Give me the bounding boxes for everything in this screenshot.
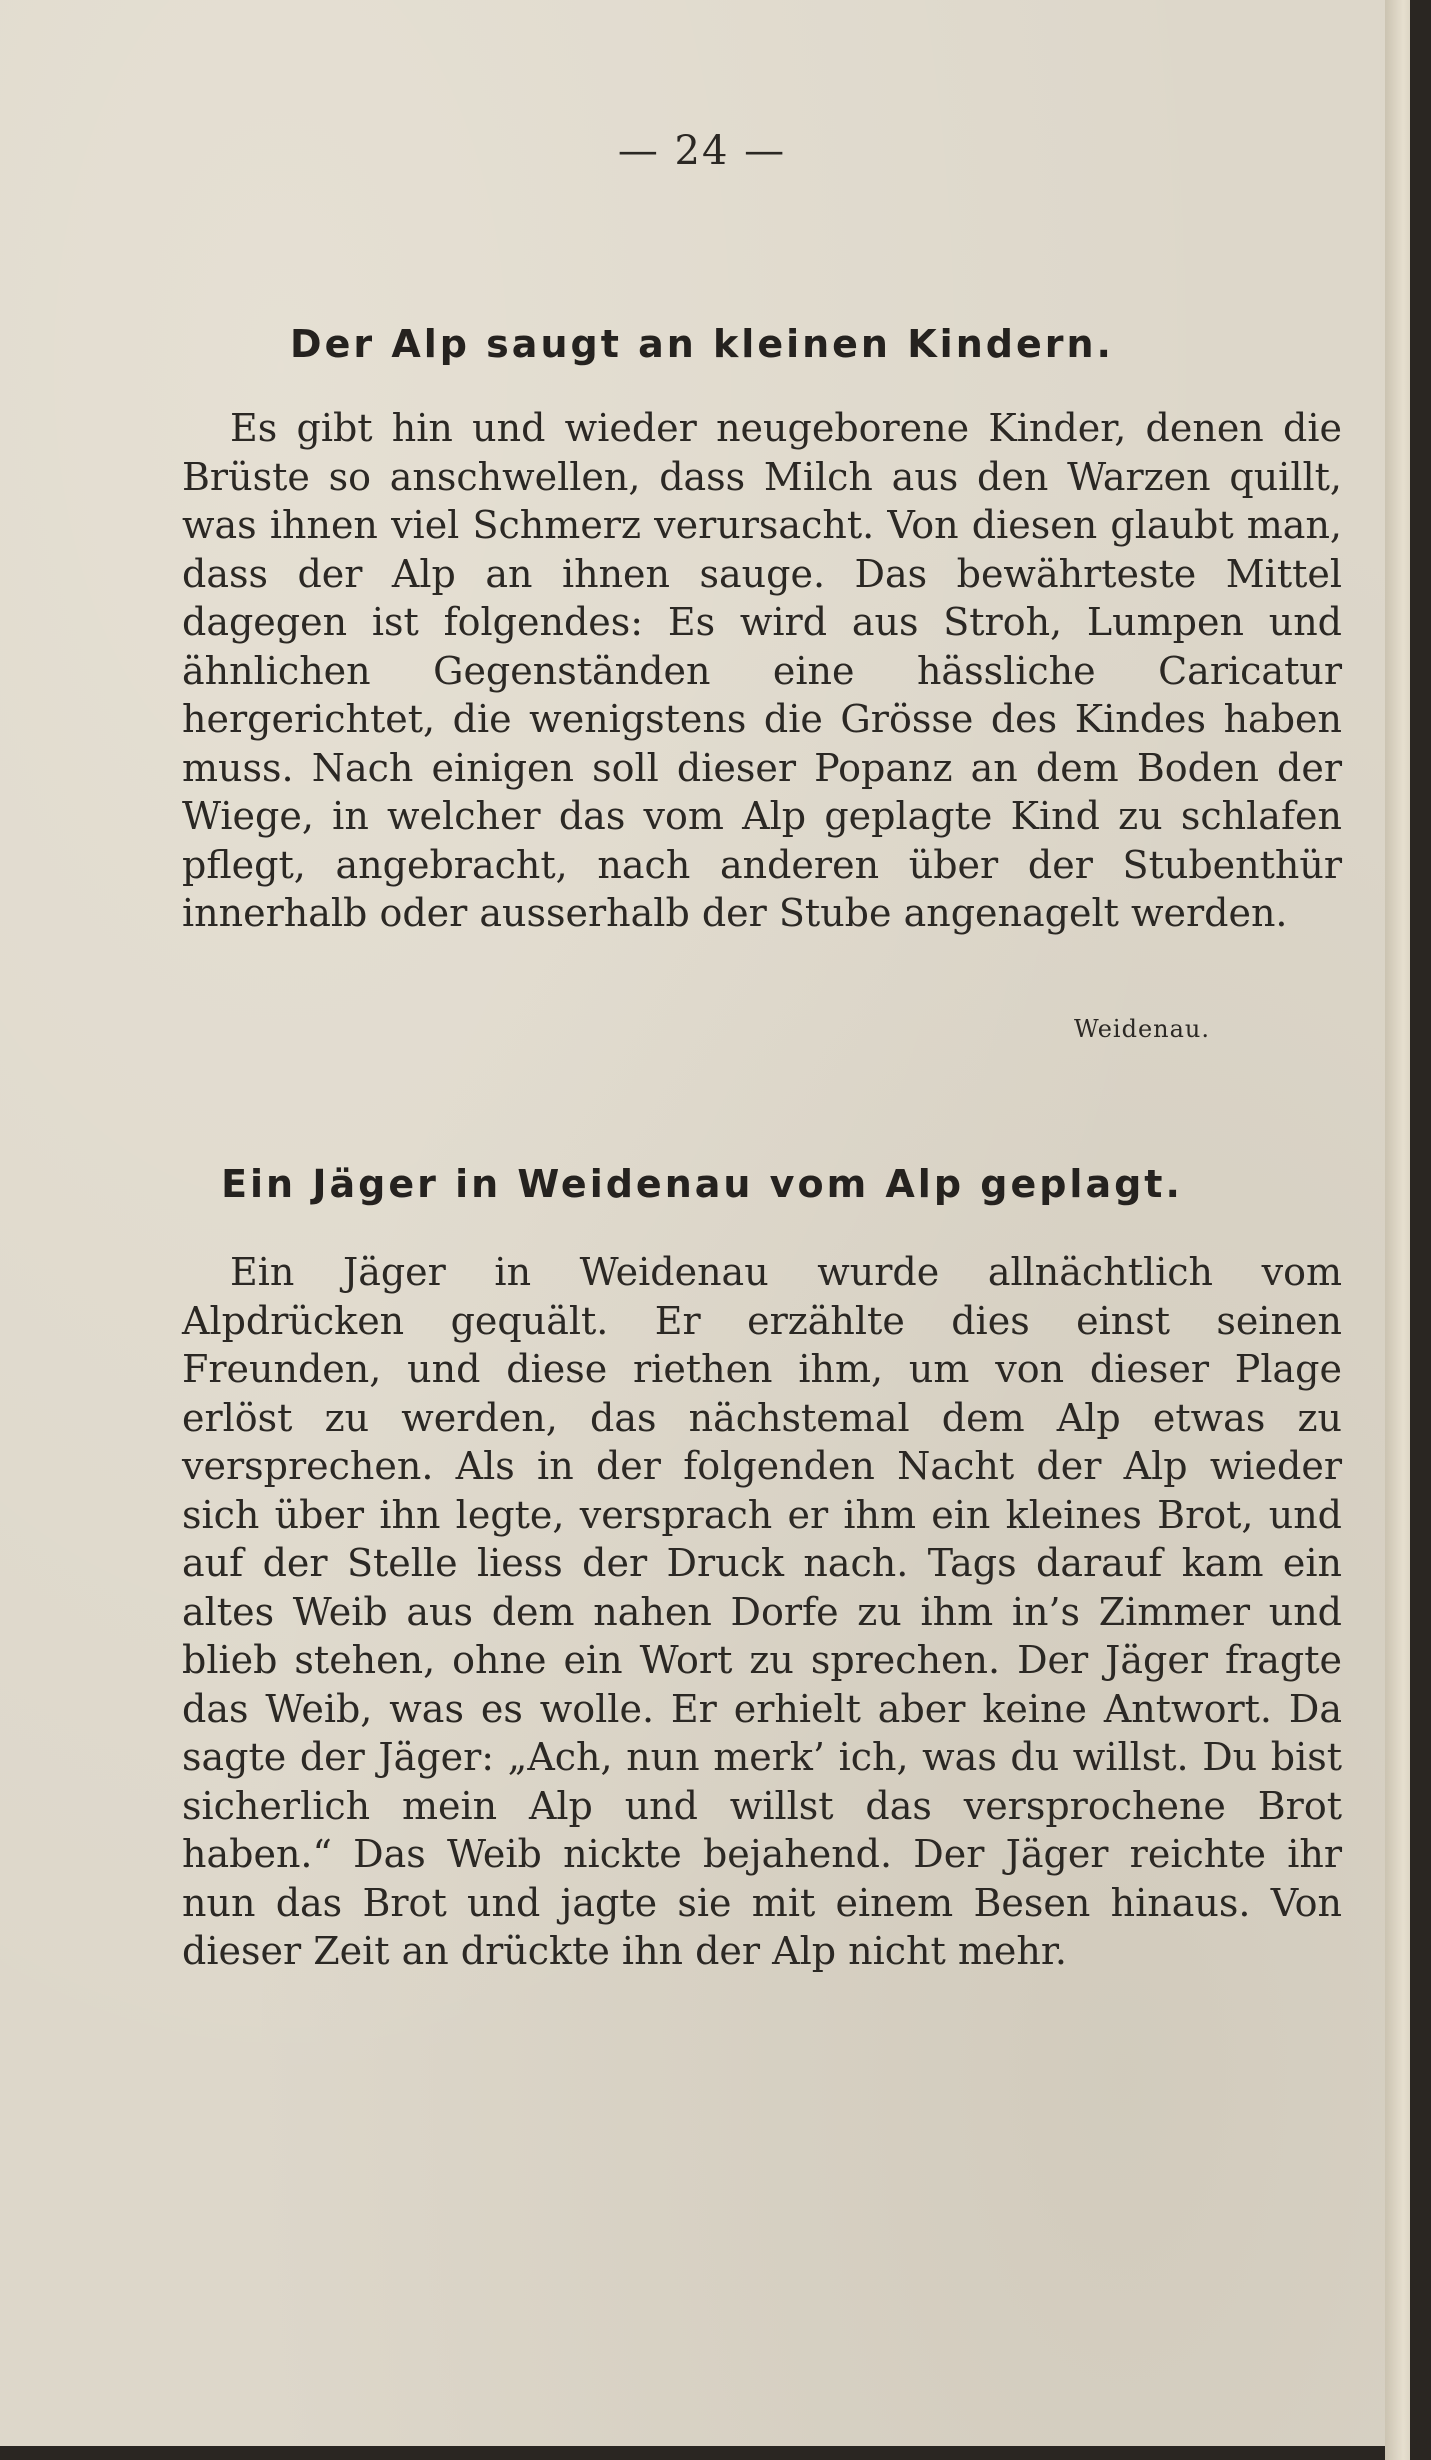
source-attribution: Weidenau. bbox=[1073, 1015, 1210, 1043]
spine-shadow bbox=[1410, 0, 1431, 2460]
section-body-1: Es gibt hin und wieder neugeborene Kinder, denen die Brüste so anschwellen, dass Milch aus den Warzen quillt, was ihnen viel Schmerz verursacht. Von diesen glaubt man, dass der Alp an ihnen sauge. Das bewährteste Mittel dagegen ist folgendes: Es wird aus Stroh, Lumpen und ähnlichen Gegenständen eine hässliche Caricatur hergerichtet, die wenigstens die Grösse des Kindes haben muss. Nach einigen soll dieser Popanz an dem Boden der Wiege, in welcher das vom Alp geplagte Kind zu schlafen pflegt, angebracht, nach anderen über der Stubenthür innerhalb oder ausserhalb der Stube angenagelt werden. bbox=[182, 406, 1342, 935]
section-body-2: Ein Jäger in Weidenau wurde allnächtlich vom Alpdrücken gequält. Er erzählte dies einst seinen Freunden, und diese riethen ihm, um von dieser Plage erlöst zu werden, das nächstemal dem Alp etwas zu versprechen. Als in der folgenden Nacht der Alp wieder sich über ihn legte, versprach er ihm ein kleines Brot, und auf der Stelle liess der Druck nach. Tags darauf kam ein altes Weib aus dem nahen Dorfe zu ihm in’s Zimmer und blieb stehen, ohne ein Wort zu sprechen. Der Jäger fragte das Weib, was es wolle. Er erhielt aber keine Antwort. Da sagte der Jäger: „Ach, nun merk’ ich, was du willst. Du bist sicherlich mein Alp und willst das versprochene Brot haben.“ Das Weib nickte bejahend. Der Jäger reichte ihr nun das Brot und jagte sie mit einem Besen hinaus. Von dieser Zeit an drückte ihn der Alp nicht mehr. bbox=[182, 1250, 1342, 1973]
section-title-1: Der Alp saugt an kleinen Kindern. bbox=[290, 322, 1114, 366]
section-title-2: Ein Jäger in Weidenau vom Alp geplagt. bbox=[221, 1162, 1183, 1206]
page-number: — 24 — bbox=[617, 128, 787, 174]
